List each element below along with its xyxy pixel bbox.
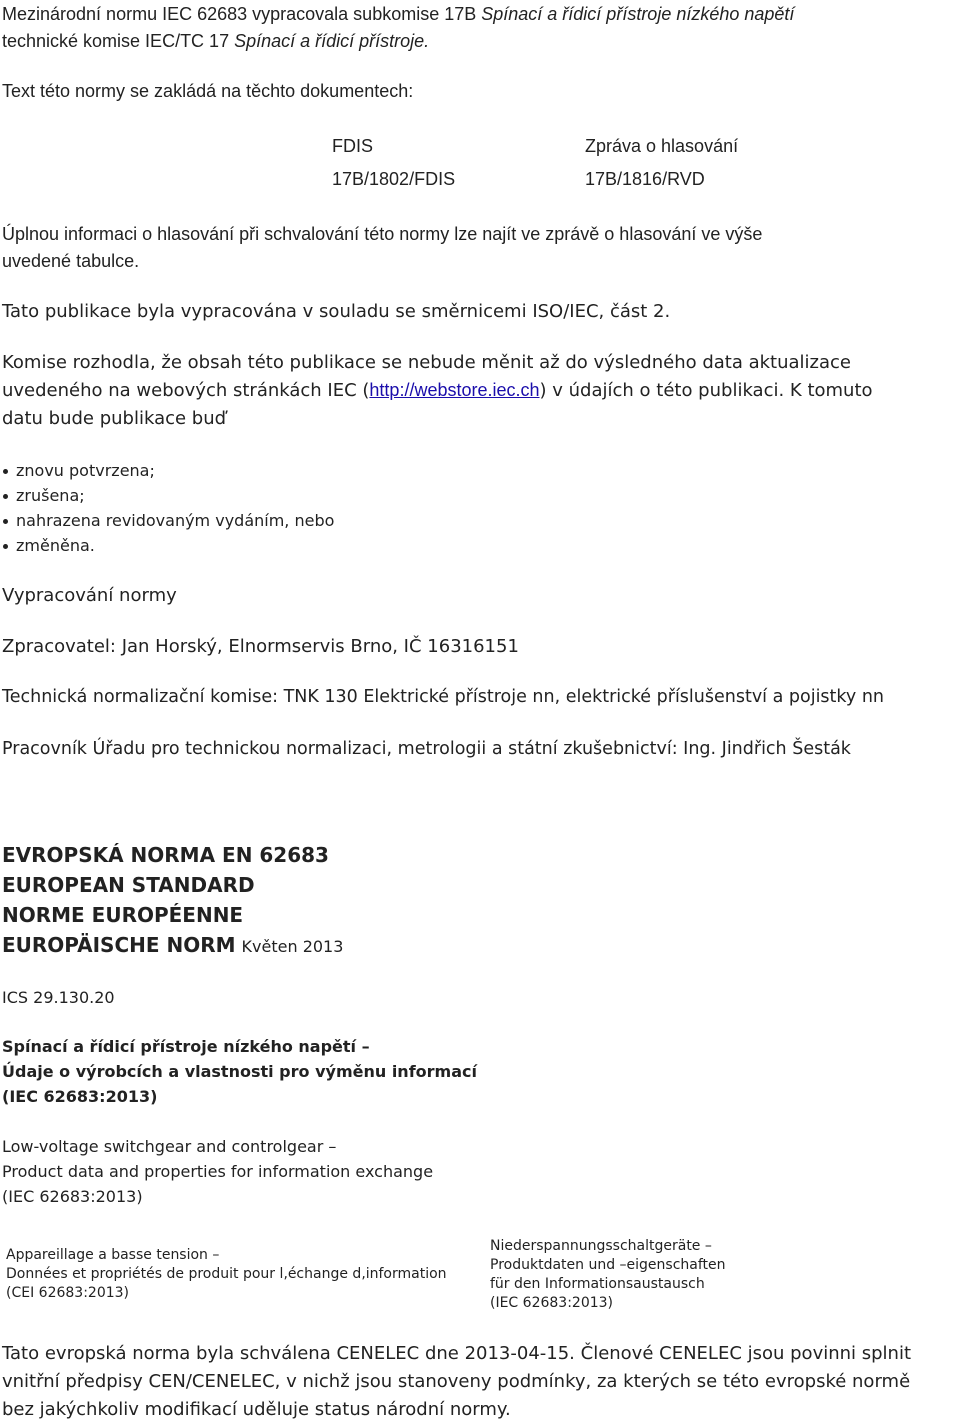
list-item: změněna. xyxy=(0,533,334,558)
english-title-line-2: Product data and properties for information exchange xyxy=(2,1162,434,1181)
committee-line-2-prefix: uvedeného na webových stránkách IEC ( xyxy=(2,380,370,401)
standard-date: Květen 2013 xyxy=(241,937,344,956)
fdis-value: 17B/1802/FDIS xyxy=(332,169,456,189)
rvd-value: 17B/1816/RVD xyxy=(585,169,705,189)
english-title-line-1: Low-voltage switchgear and controlgear – xyxy=(2,1137,337,1156)
approval-line-3: bez jakýchkoliv modifikací uděluje status národní normy. xyxy=(2,1399,511,1420)
committee-title: Spínací a řídicí přístroje. xyxy=(234,31,430,51)
czech-title-line-1: Spínací a řídicí přístroje nízkého napětí – xyxy=(2,1037,370,1056)
standard-title-de: EUROPÄISCHE NORM xyxy=(2,933,236,957)
office-worker-info: Pracovník Úřadu pro technickou normalizaci, metrologii a státní zkušebnictví: Ing. Jindřich Šesták xyxy=(2,739,851,759)
processor-info: Zpracovatel: Jan Horský, Elnormservis Brno, IČ 16316151 xyxy=(2,636,519,657)
section-title: Vypracování normy xyxy=(2,585,177,606)
webstore-link[interactable]: http://webstore.iec.ch xyxy=(369,380,540,400)
german-title-line-2: Produktdaten und –eigenschaften xyxy=(490,1257,726,1273)
fdis-header: FDIS xyxy=(332,136,374,156)
ics-code: ICS 29.130.20 xyxy=(2,988,115,1007)
committee-line-3: datu bude publikace buď xyxy=(2,408,227,429)
basis-text: Text této normy se zakládá na těchto dokumentech: xyxy=(2,81,414,101)
intro-line-1 xyxy=(2,4,794,25)
czech-title-line-3: (IEC 62683:2013) xyxy=(2,1087,158,1106)
german-title-line-3: für den Informationsaustausch xyxy=(490,1276,705,1292)
intro-line-2 xyxy=(2,31,429,52)
intro-line-1-prefix: Mezinárodní normu IEC 62683 vypracovala subkomise 17B xyxy=(2,4,482,24)
list-item: nahrazena revidovaným vydáním, nebo xyxy=(0,508,334,533)
bullet-list xyxy=(0,458,334,558)
technical-committee-info: Technická normalizační komise: TNK 130 Elektrické přístroje nn, elektrické příslušenství a pojistky nn xyxy=(2,687,885,707)
english-title-line-3: (IEC 62683:2013) xyxy=(2,1187,143,1206)
standard-title-en: EUROPEAN STANDARD xyxy=(2,873,255,897)
intro-line-2-prefix: technické komise IEC/TC 17 xyxy=(2,31,235,51)
committee-line-2 xyxy=(2,380,873,401)
list-item: zrušena; xyxy=(0,483,334,508)
french-title-line-1: Appareillage a basse tension – xyxy=(6,1247,220,1263)
german-title-line-4: (IEC 62683:2013) xyxy=(490,1295,614,1311)
standard-title-de-line xyxy=(2,933,343,957)
french-title-line-3: (CEI 62683:2013) xyxy=(6,1285,130,1301)
committee-line-2-suffix: ) v údajích o této publikaci. K tomuto xyxy=(539,380,873,401)
french-title-line-2: Données et propriétés de produit pour l‚échange d‚information xyxy=(6,1266,447,1282)
approval-line-1: Tato evropská norma byla schválena CENELEC dne 2013-04-15. Členové CENELEC jsou povinni splnit xyxy=(2,1343,912,1364)
rvd-header: Zpráva o hlasování xyxy=(585,136,739,156)
standard-title-cs: EVROPSKÁ NORMA EN 62683 xyxy=(2,843,329,867)
list-item: znovu potvrzena; xyxy=(0,458,334,483)
german-title-line-1: Niederspannungsschaltgeräte – xyxy=(490,1238,712,1254)
czech-title-line-2: Údaje o výrobcích a vlastnosti pro výměnu informací xyxy=(2,1062,477,1081)
approval-line-2: vnitřní předpisy CEN/CENELEC, v nichž jsou stanoveny podmínky, za kterých se této evropské normě xyxy=(2,1371,911,1392)
committee-line-1: Komise rozhodla, že obsah této publikace se nebude měnit až do výsledného data aktualizace xyxy=(2,352,851,373)
voting-info-line-1: Úplnou informaci o hlasování při schvalování této normy lze najít ve zprávě o hlasování ve výše xyxy=(2,224,763,244)
subcommittee-title: Spínací a řídicí přístroje nízkého napětí xyxy=(481,4,795,24)
voting-info-line-2: uvedené tabulce. xyxy=(2,251,140,271)
standard-title-fr: NORME EUROPÉENNE xyxy=(2,903,244,927)
publication-note: Tato publikace byla vypracována v souladu se směrnicemi ISO/IEC, část 2. xyxy=(2,301,671,322)
